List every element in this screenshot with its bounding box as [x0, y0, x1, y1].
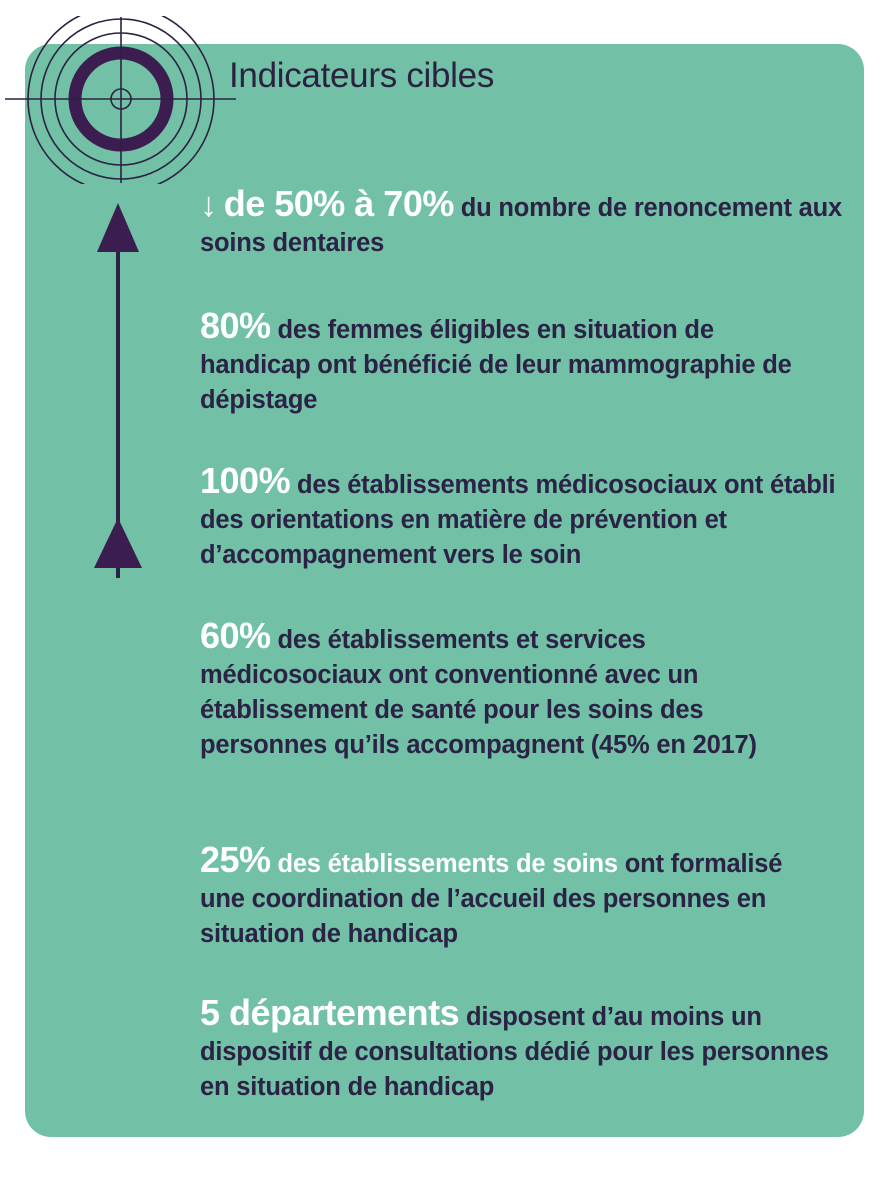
indicator-text: du nombre de renoncement aux soins dentaires	[200, 194, 842, 257]
indicator-item	[200, 615, 800, 763]
indicator-highlight: de 50% à 70%	[223, 183, 454, 224]
indicator-text: des femmes éligibles en situation de handicap ont bénéficié de leur mammographie de dépistage	[200, 316, 792, 414]
indicator-item	[200, 992, 840, 1105]
indicator-item	[200, 183, 860, 261]
indicator-item	[200, 460, 850, 573]
indicator-highlight-secondary: des établissements de soins	[270, 850, 618, 878]
indicator-item	[200, 305, 810, 418]
indicator-highlight: 60%	[200, 615, 271, 656]
target-crosshair-icon	[0, 0, 250, 200]
indicator-text: disposent d’au moins un dispositif de consultations dédié pour les personnes en situation de handicap	[200, 1003, 829, 1101]
indicator-item	[200, 839, 820, 952]
indicator-text: des établissements médicosociaux ont établi des orientations en matière de prévention et d’accompagnement vers le soin	[200, 471, 836, 569]
indicator-highlight: 25%	[200, 839, 271, 880]
indicator-highlight: 80%	[200, 305, 271, 346]
indicator-highlight: 100%	[200, 460, 291, 501]
indicator-highlight: 5 départements	[200, 992, 460, 1033]
indicator-text: ont formalisé une coordination de l’accueil des personnes en situation de handicap	[200, 850, 783, 948]
down-arrow-icon: ↓	[200, 186, 217, 224]
double-headed-vertical-arrow-icon	[80, 195, 160, 585]
indicator-text: des établissements et services médicosociaux ont conventionné avec un établissement de santé pour les soins des personnes qu’ils accompagnent (45% en 2017)	[200, 626, 757, 759]
page-title: Indicateurs cibles	[229, 56, 495, 95]
